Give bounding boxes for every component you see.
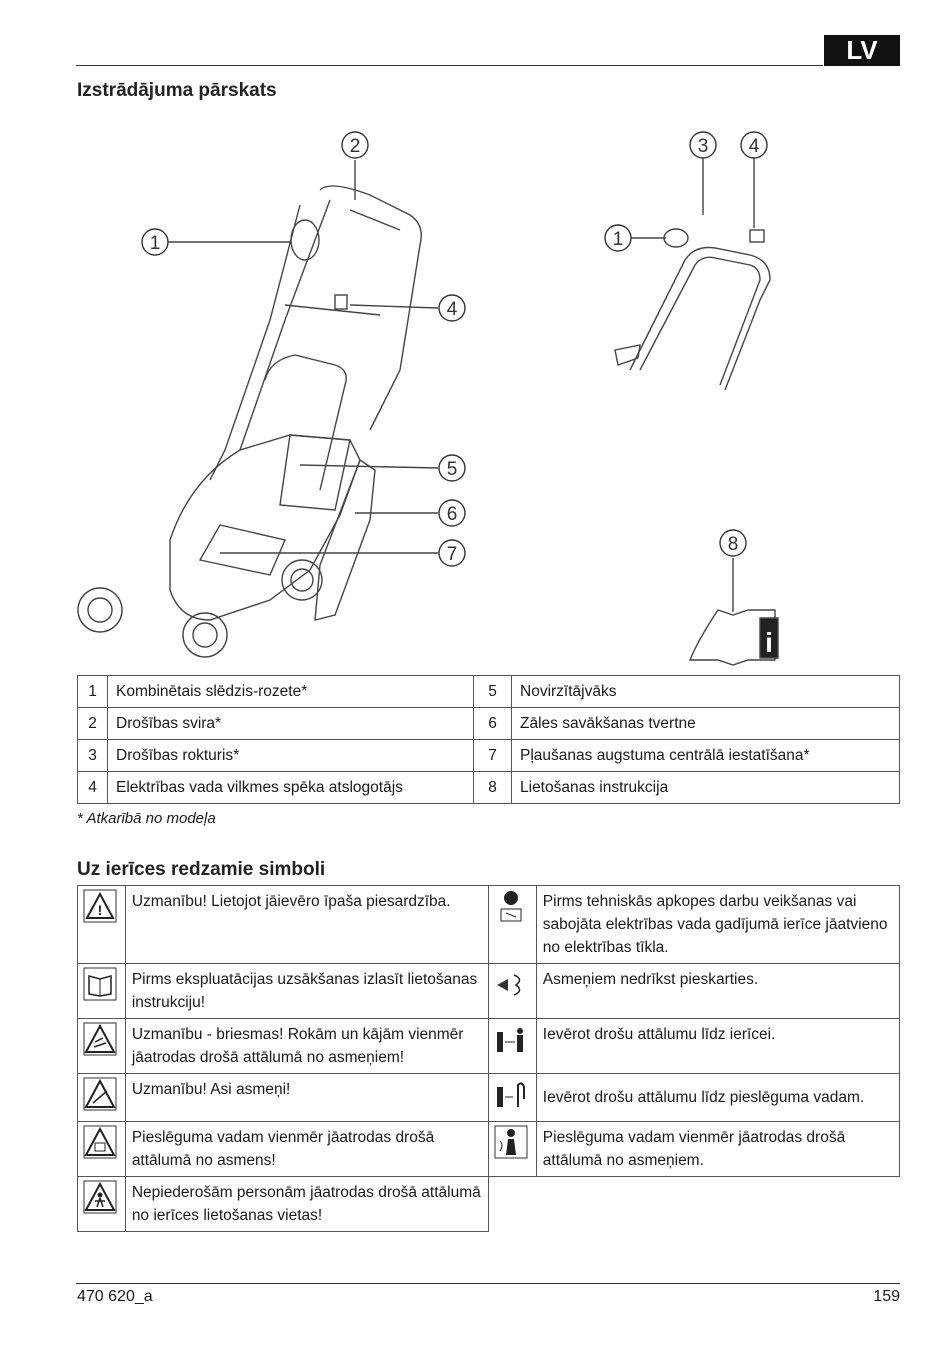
bystanders-away-icon bbox=[78, 1177, 126, 1232]
part-number: 4 bbox=[78, 772, 108, 804]
symbol-description: Pirms tehniskās apkopes darbu veikšanas vai sabojāta elektrības vada gadījumā ierīce jāatvieno no elektrības tīkla. bbox=[536, 886, 899, 964]
keep-distance-from-device-icon bbox=[488, 1019, 536, 1074]
callout-label-4-left: 4 bbox=[446, 299, 458, 320]
section-title-symbols: Uz ierīces redzamie simboli bbox=[77, 859, 326, 880]
callout-label-1-left: 1 bbox=[149, 233, 161, 254]
document-number: 470 620_a bbox=[77, 1288, 153, 1305]
part-number: 2 bbox=[78, 708, 108, 740]
part-number: 8 bbox=[474, 772, 512, 804]
symbol-description: Uzmanību! Lietojot jāievēro īpaša piesardzība. bbox=[125, 886, 488, 964]
symbol-description: Uzmanību - briesmas! Rokām un kājām vienmēr jāatrodas drošā attālumā no asmeņiem! bbox=[125, 1019, 488, 1074]
table-row bbox=[78, 772, 900, 804]
callout-label-1-right: 1 bbox=[612, 229, 624, 250]
part-number: 3 bbox=[78, 740, 108, 772]
table-row bbox=[78, 964, 900, 1019]
part-number: 6 bbox=[474, 708, 512, 740]
callout-label-8: 8 bbox=[727, 534, 739, 555]
wheel-rear-right bbox=[282, 560, 322, 600]
table-row bbox=[78, 708, 900, 740]
callout-label-2: 2 bbox=[349, 136, 361, 157]
language-badge: LV bbox=[824, 35, 900, 66]
do-not-touch-blades-icon bbox=[488, 964, 536, 1019]
deflector-cover bbox=[280, 435, 350, 510]
wheel-rear-left bbox=[78, 588, 122, 632]
mower-handle-left-bar bbox=[210, 205, 300, 480]
footer-rule bbox=[76, 1283, 900, 1284]
part-label: Drošības svira* bbox=[108, 708, 474, 740]
svg-text:!: ! bbox=[97, 902, 103, 918]
section-title-overview: Izstrādājuma pārskats bbox=[77, 80, 277, 101]
symbol-description: Ievērot drošu attālumu līdz ierīcei. bbox=[536, 1019, 899, 1074]
table-row bbox=[78, 886, 900, 964]
symbol-description: Uzmanību! Asi asmeņi! bbox=[125, 1074, 488, 1122]
callout-label-4-right: 4 bbox=[748, 136, 760, 157]
table-row bbox=[78, 740, 900, 772]
part-label: Drošības rokturis* bbox=[108, 740, 474, 772]
part-label: Pļaušanas augstuma centrālā iestatīšana* bbox=[512, 740, 900, 772]
cable-away-from-blade-icon bbox=[78, 1122, 126, 1177]
keep-distance-from-cable-icon bbox=[488, 1074, 536, 1122]
symbol-description: Pirms ekspluatācijas uzsākšanas izlasīt lietošanas instrukciju! bbox=[125, 964, 488, 1019]
callout-label-5: 5 bbox=[446, 459, 458, 480]
table-row bbox=[78, 1019, 900, 1074]
header-rule bbox=[76, 65, 823, 66]
part-label: Kombinētais slēdzis-rozete* bbox=[108, 676, 474, 708]
part-label: Elektrības vada vilkmes spēka atslogotājs bbox=[108, 772, 474, 804]
product-overview-drawing bbox=[70, 120, 910, 670]
warning-triangle-icon bbox=[78, 886, 126, 964]
symbols-table bbox=[77, 885, 900, 1232]
footnote: * Atkarībā no modeļa bbox=[77, 810, 216, 827]
cable-away-from-blades-icon bbox=[488, 1122, 536, 1177]
part-number: 5 bbox=[474, 676, 512, 708]
part-label: Zāles savākšanas tvertne bbox=[512, 708, 900, 740]
parts-table bbox=[77, 675, 900, 804]
part-number: 7 bbox=[474, 740, 512, 772]
page-number: 159 bbox=[873, 1288, 900, 1305]
table-row bbox=[78, 1074, 900, 1122]
table-row bbox=[78, 676, 900, 708]
part-number: 1 bbox=[78, 676, 108, 708]
manual-book-icon bbox=[690, 610, 778, 665]
part-label: Novirzītājvāks bbox=[512, 676, 900, 708]
symbol-description: Asmeņiem nedrīkst pieskarties. bbox=[536, 964, 899, 1019]
grass-bag bbox=[315, 460, 375, 620]
symbol-description: Nepiederošām personām jāatrodas drošā attālumā no ierīces lietošanas vietas! bbox=[125, 1177, 488, 1232]
symbol-description: Pieslēguma vadam vienmēr jāatrodas drošā attālumā no asmens! bbox=[125, 1122, 488, 1177]
read-manual-icon bbox=[78, 964, 126, 1019]
table-row bbox=[78, 1177, 900, 1232]
symbol-description: Pieslēguma vadam vienmēr jāatrodas drošā attālumā no asmeņiem. bbox=[536, 1122, 899, 1177]
mower-deck bbox=[170, 435, 360, 620]
handle-detail bbox=[630, 248, 770, 391]
table-row bbox=[78, 1122, 900, 1177]
unplug-icon bbox=[488, 886, 536, 964]
part-label: Lietošanas instrukcija bbox=[512, 772, 900, 804]
keep-hands-feet-away-icon bbox=[78, 1019, 126, 1074]
svg-text:i: i bbox=[765, 627, 773, 658]
callout-label-6: 6 bbox=[446, 504, 458, 525]
empty-cell bbox=[488, 1177, 899, 1232]
symbol-description: Ievērot drošu attālumu līdz pieslēguma vadam. bbox=[536, 1074, 899, 1122]
mower-lower-handle bbox=[265, 355, 346, 490]
callout-label-7: 7 bbox=[446, 544, 458, 565]
callout-label-3: 3 bbox=[697, 136, 709, 157]
sharp-blades-icon bbox=[78, 1074, 126, 1122]
